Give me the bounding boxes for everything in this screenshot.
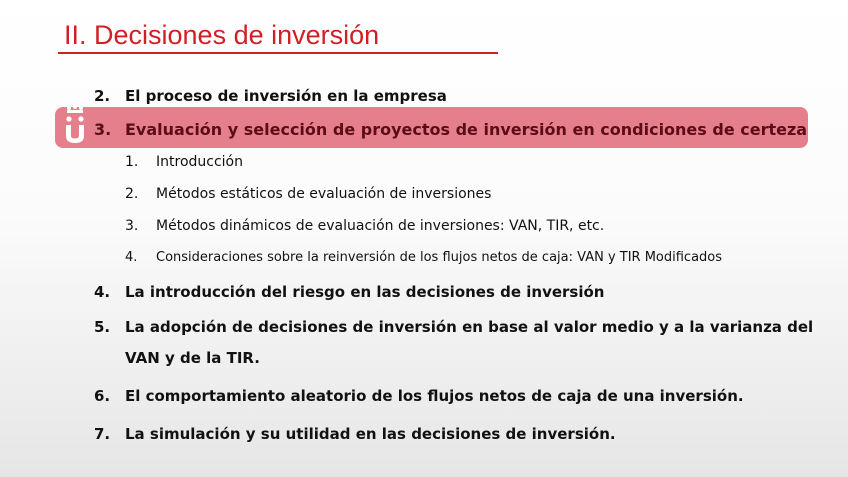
outline-subitem-label: Introducción <box>156 154 243 170</box>
title-underline <box>58 52 498 54</box>
outline-item-number: 6. <box>94 387 111 405</box>
outline-item-label: El proceso de inversión en la empresa <box>125 87 447 105</box>
outline-item-label-continuation: VAN y de la TIR. <box>125 349 260 367</box>
outline-item-label: La simulación y su utilidad en las decisiones de inversión. <box>125 425 616 443</box>
outline-item-number: 5. <box>94 318 111 336</box>
outline-item-number: 3. <box>94 120 112 139</box>
outline-subitem-number: 1. <box>125 154 139 170</box>
outline-subitem-label: Métodos dinámicos de evaluación de inversiones: VAN, TIR, etc. <box>156 218 605 234</box>
outline-subitem-number: 4. <box>125 250 138 265</box>
outline-item-number: 7. <box>94 425 111 443</box>
university-logo-icon <box>63 105 87 145</box>
outline-subitem-label: Métodos estáticos de evaluación de inversiones <box>156 186 492 202</box>
outline-item-label: Evaluación y selección de proyectos de inversión en condiciones de certeza <box>125 120 808 139</box>
outline-item-label: La adopción de decisiones de inversión en base al valor medio y a la varianza del <box>125 318 814 336</box>
outline-subitem-number: 2. <box>125 186 139 202</box>
outline-item-number: 4. <box>94 283 111 301</box>
outline-subitem-label: Consideraciones sobre la reinversión de los flujos netos de caja: VAN y TIR Modificados <box>156 250 723 265</box>
outline-item-label: La introducción del riesgo en las decisiones de inversión <box>125 283 605 301</box>
outline-item-number: 2. <box>94 87 111 105</box>
slide-title: II. Decisiones de inversión <box>64 20 380 50</box>
outline-item-label: El comportamiento aleatorio de los flujos netos de caja de una inversión. <box>125 387 744 405</box>
outline-subitem-number: 3. <box>125 218 139 234</box>
